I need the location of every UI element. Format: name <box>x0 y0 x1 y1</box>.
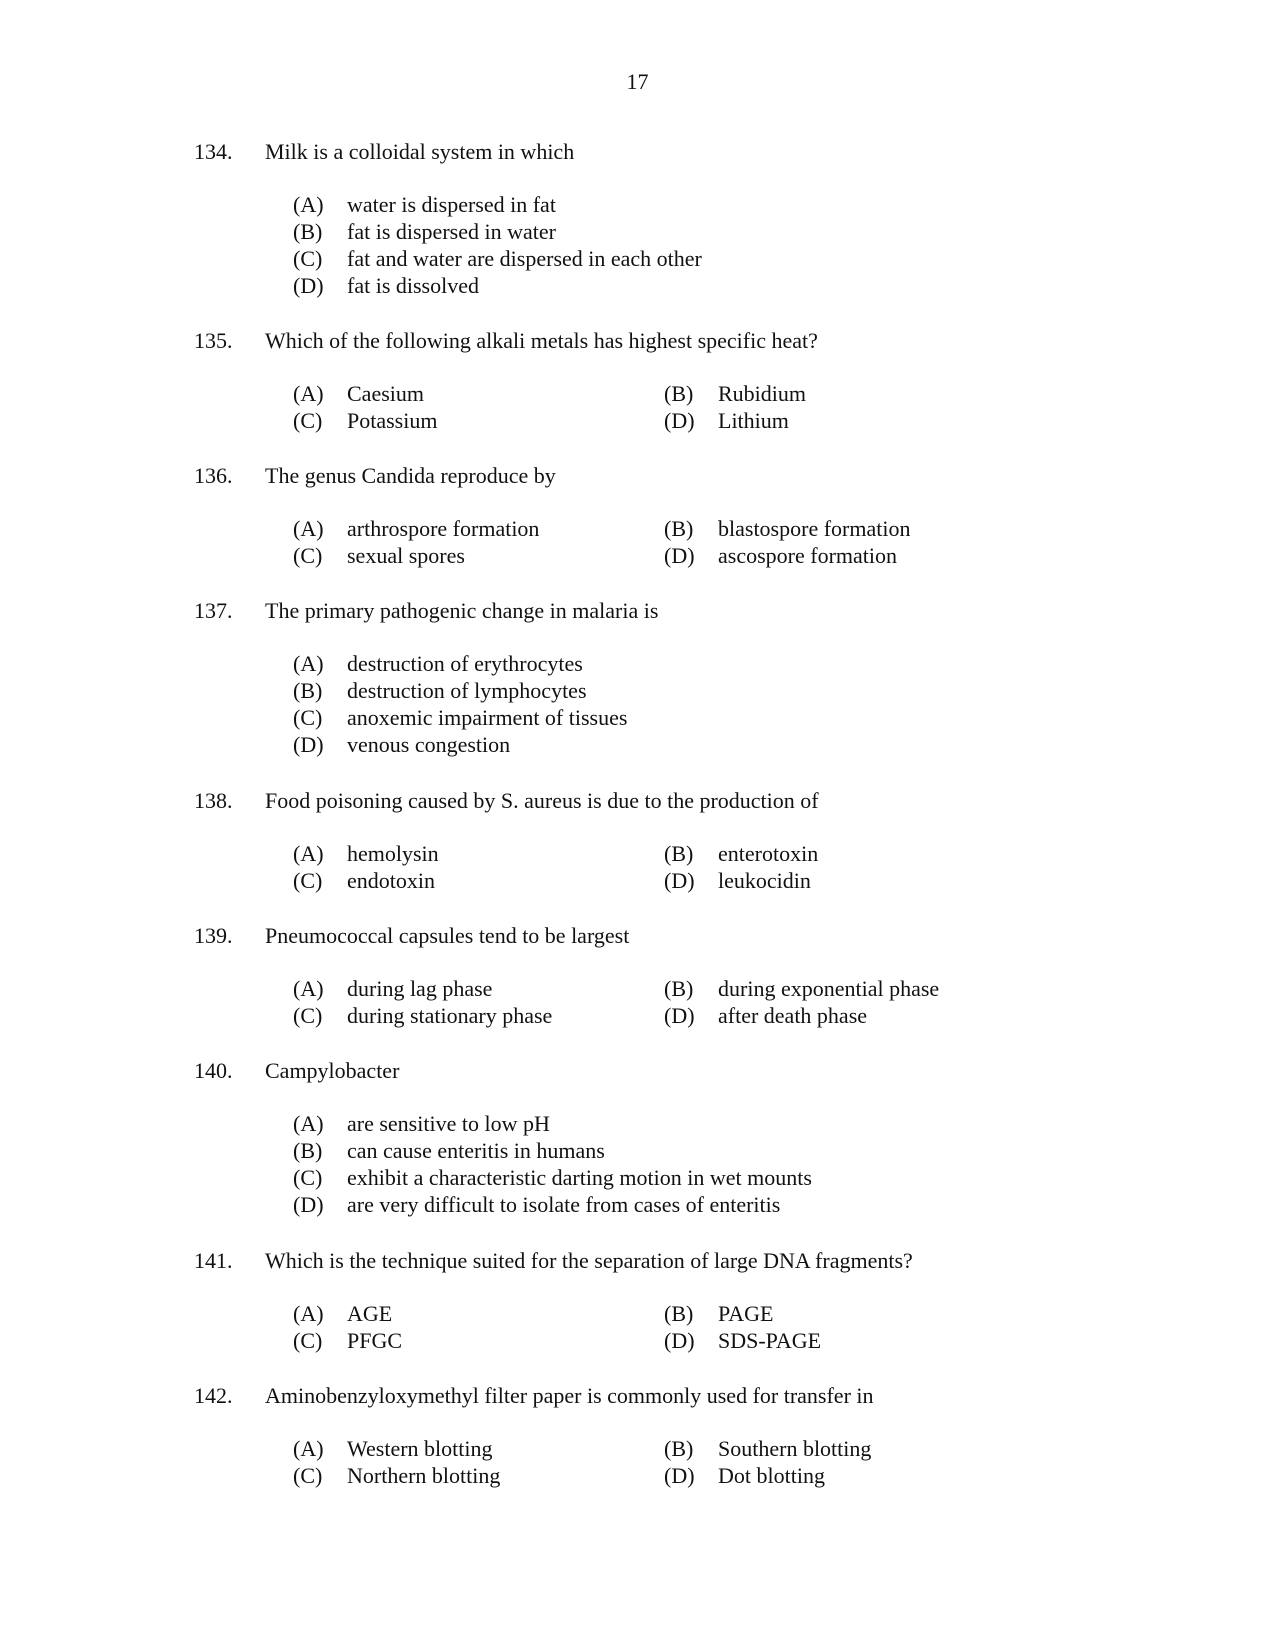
option-text: destruction of erythrocytes <box>347 651 583 676</box>
option-text: are very difficult to isolate from cases of enteritis <box>347 1192 781 1217</box>
option-text: endotoxin <box>347 868 435 893</box>
option-letter: (C) <box>293 408 323 433</box>
question-number: 141. <box>194 1248 233 1273</box>
question-number: 136. <box>194 463 233 488</box>
question-text: Which is the technique suited for the separation of large DNA fragments? <box>265 1248 913 1273</box>
question-text: Food poisoning caused by S. aureus is due to the production of <box>265 788 819 813</box>
option-text: during lag phase <box>347 976 493 1001</box>
option-text: Southern blotting <box>718 1436 872 1461</box>
option-letter: (A) <box>293 516 324 541</box>
option-text: venous congestion <box>347 732 511 757</box>
option-text: AGE <box>347 1301 393 1326</box>
option-letter: (D) <box>293 1192 324 1217</box>
question-text: The primary pathogenic change in malaria is <box>265 598 659 623</box>
option-text: PFGC <box>347 1328 403 1353</box>
option-letter: (A) <box>293 976 324 1001</box>
question-text: Pneumococcal capsules tend to be largest <box>265 923 630 948</box>
option-text: Dot blotting <box>718 1463 825 1488</box>
option-text: leukocidin <box>718 868 811 893</box>
option-letter: (B) <box>664 516 694 541</box>
option-text: Rubidium <box>718 381 807 406</box>
option-text: during exponential phase <box>718 976 940 1001</box>
option-text: fat and water are dispersed in each other <box>347 246 702 271</box>
option-letter: (A) <box>293 651 324 676</box>
option-letter: (B) <box>664 1301 694 1326</box>
option-letter: (C) <box>293 868 323 893</box>
option-letter: (C) <box>293 246 323 271</box>
option-text: are sensitive to low pH <box>347 1111 550 1136</box>
option-text: water is dispersed in fat <box>347 192 556 217</box>
option-text: blastospore formation <box>718 516 911 541</box>
question-number: 138. <box>194 788 233 813</box>
question-text: Milk is a colloidal system in which <box>265 139 575 164</box>
option-text: fat is dispersed in water <box>347 219 556 244</box>
option-letter: (A) <box>293 1436 324 1461</box>
question-number: 134. <box>194 139 233 164</box>
option-text: Caesium <box>347 381 424 406</box>
option-letter: (A) <box>293 381 324 406</box>
option-text: exhibit a characteristic darting motion in wet mounts <box>347 1165 812 1190</box>
option-text: after death phase <box>718 1003 868 1028</box>
option-text: Lithium <box>718 408 789 433</box>
option-text: can cause enteritis in humans <box>347 1138 605 1163</box>
option-text: SDS-PAGE <box>718 1328 822 1353</box>
option-text: PAGE <box>718 1301 774 1326</box>
option-text: arthrospore formation <box>347 516 540 541</box>
option-letter: (D) <box>664 1003 695 1028</box>
option-letter: (B) <box>293 1138 323 1163</box>
option-text: ascospore formation <box>718 543 897 568</box>
question-text: The genus Candida reproduce by <box>265 463 556 488</box>
option-text: hemolysin <box>347 841 439 866</box>
question-number: 135. <box>194 328 233 353</box>
option-text: sexual spores <box>347 543 465 568</box>
question-text: Campylobacter <box>265 1058 400 1083</box>
option-letter: (C) <box>293 543 323 568</box>
option-letter: (C) <box>293 1165 323 1190</box>
option-letter: (D) <box>664 1328 695 1353</box>
option-letter: (A) <box>293 192 324 217</box>
option-text: anoxemic impairment of tissues <box>347 705 628 730</box>
option-letter: (C) <box>293 1003 323 1028</box>
option-letter: (B) <box>293 678 323 703</box>
option-letter: (D) <box>293 732 324 757</box>
option-letter: (B) <box>664 1436 694 1461</box>
option-letter: (D) <box>293 273 324 298</box>
option-text: Northern blotting <box>347 1463 501 1488</box>
option-letter: (C) <box>293 1328 323 1353</box>
option-text: during stationary phase <box>347 1003 553 1028</box>
option-text: enterotoxin <box>718 841 819 866</box>
page-number: 17 <box>626 69 649 94</box>
option-text: Western blotting <box>347 1436 493 1461</box>
question-number: 140. <box>194 1058 233 1083</box>
option-letter: (B) <box>293 219 323 244</box>
question-text: Aminobenzyloxymethyl filter paper is commonly used for transfer in <box>265 1383 874 1408</box>
option-letter: (D) <box>664 408 695 433</box>
option-letter: (C) <box>293 705 323 730</box>
option-letter: (A) <box>293 1301 324 1326</box>
option-letter: (B) <box>664 841 694 866</box>
option-letter: (A) <box>293 1111 324 1136</box>
option-letter: (A) <box>293 841 324 866</box>
question-number: 142. <box>194 1383 233 1408</box>
option-text: destruction of lymphocytes <box>347 678 587 703</box>
option-letter: (B) <box>664 976 694 1001</box>
option-letter: (D) <box>664 868 695 893</box>
option-letter: (D) <box>664 1463 695 1488</box>
question-text: Which of the following alkali metals has highest specific heat? <box>265 328 818 353</box>
option-text: fat is dissolved <box>347 273 479 298</box>
question-number: 137. <box>194 598 233 623</box>
option-letter: (C) <box>293 1463 323 1488</box>
option-letter: (D) <box>664 543 695 568</box>
option-text: Potassium <box>347 408 438 433</box>
question-number: 139. <box>194 923 233 948</box>
option-letter: (B) <box>664 381 694 406</box>
